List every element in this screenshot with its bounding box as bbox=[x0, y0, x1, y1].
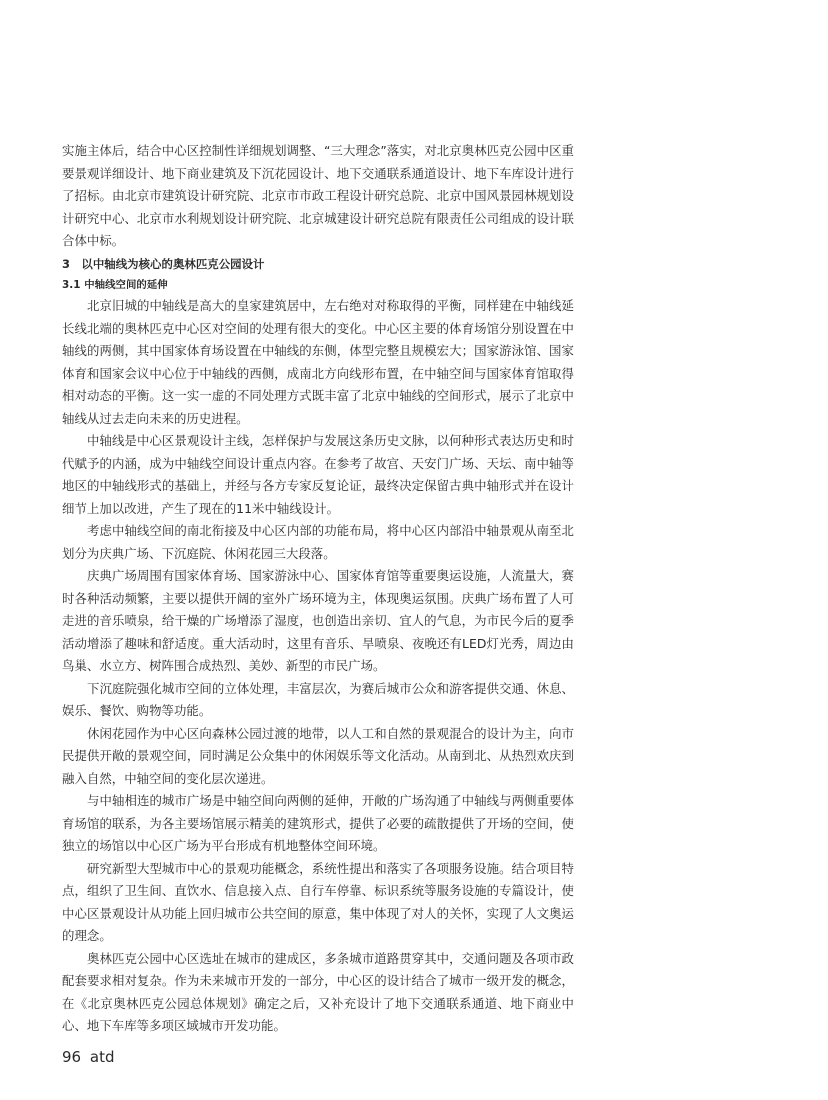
body-paragraph: 研究新型大型城市中心的景观功能概念，系统性提出和落实了各项服务设施。结合项目特点，组织了卫生间、直饮水、信息接入点、自行车停靠、标识系统等服务设施的专篇设计，使中心区景观设计从功能上回归城市公共空间的原意，集中体现了对人的关怀，实现了人文奥运的理念。 bbox=[62, 860, 574, 943]
body-paragraph: 下沉庭院强化城市空间的立体处理，丰富层次，为赛后城市公众和游客提供交通、休息、娱乐、餐饮、购物等功能。 bbox=[62, 680, 574, 718]
body-paragraph: 奥林匹克公园中心区选址在城市的建成区，多条城市道路贯穿其中，交通问题及各项市政配套要求相对复杂。作为未来城市开发的一部分，中心区的设计结合了城市一级开发的概念，在《北京奥林匹克公园总体规划》确定之后，又补充设计了地下交通联系通道、地下商业中心、地下车库等多项区域城市开发功能。 bbox=[62, 950, 574, 1033]
body-paragraph: 庆典广场周围有国家体育场、国家游泳中心、国家体育馆等重要奥运设施，人流量大，赛时各种活动频繁，主要以提供开阔的室外广场环境为主，体现奥运氛围。庆典广场布置了人可走进的音乐喷泉，给干燥的广场增添了湿度，也创造出亲切、宜人的气息，为市民今后的夏季活动增添了趣味和舒适度。重大活动时，这里有音乐、旱喷泉、夜晚还有LED灯光秀，周边由鸟巢、水立方、树阵围合成热烈、美妙、新型的市民广场。 bbox=[62, 568, 574, 673]
page-number: 96 bbox=[62, 1048, 82, 1066]
subsection-heading: 3.1 中轴线空间的延伸 bbox=[62, 279, 168, 291]
body-paragraph: 休闲花园作为中心区向森林公园过渡的地带，以人工和自然的景观混合的设计为主，向市民提供开敞的景观空间，同时满足公众集中的休闲娱乐等文化活动。从南到北、从热烈欢庆到融入自然，中轴空间的变化层次递进。 bbox=[62, 725, 574, 786]
intro-paragraph: 实施主体后，结合中心区控制性详细规划调整、“三大理念”落实，对北京奥林匹克公园中区重要景观详细设计、地下商业建筑及下沉花园设计、地下交通联系通道设计、地下车库设计进行了招标。由北京市建筑设计研究院、北京市市政工程设计研究总院、北京中国风景园林规划设计研究中心、北京市水利规划设计研究院、北京城建设计研究总院有限责任公司组成的设计联合体中标。 bbox=[62, 143, 574, 248]
body-paragraph: 中轴线是中心区景观设计主线，怎样保护与发展这条历史文脉，以何种形式表达历史和时代赋予的内涵，成为中轴线空间设计重点内容。在参考了故宫、天安门广场、天坛、南中轴等地区的中轴线形式的基础上，并经与各方专家反复论证，最终决定保留古典中轴形式并在设计细节上加以改进，产生了现在的11米中轴线设计。 bbox=[62, 433, 574, 516]
intro-text-block bbox=[62, 140, 574, 253]
body-paragraph: 北京旧城的中轴线是高大的皇家建筑居中，左右绝对对称取得的平衡，同样建在中轴线延长线北端的奥林匹克中心区对空间的处理有很大的变化。中心区主要的体育场馆分别设置在中轴线的两侧，其中国家体育场设置在中轴线的东侧，体型完整且规模宏大；国家游泳馆、国家体育和国家会议中心位于中轴线的西侧，成南北方向线形布置，在中轴空间与国家体育馆取得相对动态的平衡。这一实一虚的不同处理方式既丰富了北京中轴线的空间形式，展示了北京中轴线从过去走向未来的历史进程。 bbox=[62, 298, 574, 426]
section-heading: 3 以中轴线为核心的奥林匹克公园设计 bbox=[62, 257, 265, 271]
publication-brand: atd bbox=[89, 1048, 115, 1066]
section-body bbox=[62, 253, 574, 1038]
page-footer bbox=[62, 1048, 114, 1066]
body-paragraph: 与中轴相连的城市广场是中轴空间向两侧的延伸，开敞的广场沟通了中轴线与两侧重要体育场馆的联系，为各主要场馆展示精美的建筑形式，提供了必要的疏散提供了开场的空间，使独立的场馆以中心区广场为平台形成有机地整体空间环境。 bbox=[62, 793, 574, 853]
body-paragraph: 考虑中轴线空间的南北衔接及中心区内部的功能布局，将中心区内部沿中轴景观从南至北划分为庆典广场、下沉庭院、休闲花园三大段落。 bbox=[62, 523, 574, 561]
